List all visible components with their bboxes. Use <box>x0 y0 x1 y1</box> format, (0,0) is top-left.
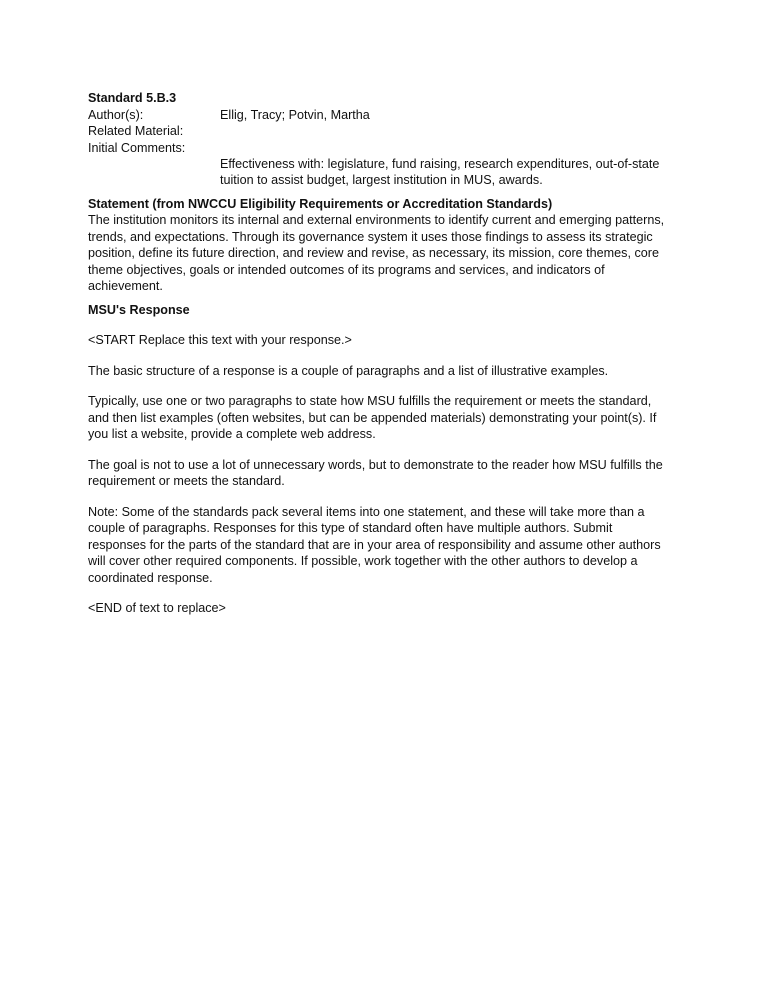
response-paragraph-goal: The goal is not to use a lot of unnecessary words, but to demonstrate to the reader how MSU fulfills the requirement or meets the standard. <box>88 457 663 488</box>
statement-heading: Statement (from NWCCU Eligibility Requirements or Accreditation Standards) <box>88 196 553 211</box>
related-material-label: Related Material: <box>88 124 184 138</box>
initial-comments-value: Effectiveness with: legislature, fund raising, research expenditures, out-of-state tuition to assist budget, largest institution in MUS, awards. <box>220 156 660 187</box>
response-paragraph-typically: Typically, use one or two paragraphs to state how MSU fulfills the requirement or meets the standard, and then list examples (often websites, but can be appended materials) demonstrating your point(s). If you list a website, provide a complete web address. <box>88 394 657 441</box>
standard-title: Standard 5.B.3 <box>88 91 177 105</box>
related-material-value <box>220 123 668 140</box>
author-row <box>88 107 668 124</box>
author-value: Ellig, Tracy; Potvin, Martha <box>220 107 370 122</box>
response-paragraph-note: Note: Some of the standards pack several items into one statement, and these will take more than a couple of paragraphs. Responses for this type of standard often have multiple authors. Submit responses for the parts of the standard that are in your area of responsibility and assume other authors will cover other required components. If possible, work together with the other authors to develop a coordinated response. <box>88 504 661 585</box>
author-label: Author(s): <box>88 107 144 122</box>
response-heading: MSU's Response <box>88 302 190 317</box>
initial-comments-row <box>88 140 668 189</box>
related-material-row <box>88 123 668 140</box>
response-paragraph-structure: The basic structure of a response is a couple of paragraphs and a list of illustrative examples. <box>88 363 609 378</box>
initial-comments-label: Initial Comments: <box>88 140 186 155</box>
response-paragraph-end-marker: <END of text to replace> <box>88 601 226 615</box>
statement-text: The institution monitors its internal and external environments to identify current and emerging patterns, trends, and expectations. Through its governance system it uses those findings to assess its strategic position, define its future direction, and review and revise, as necessary, its mission, core themes, core theme objectives, goals or intended outcomes of its programs and services, and indicators of achievement. <box>88 213 665 293</box>
response-paragraph-start-marker: <START Replace this text with your response.> <box>88 333 352 347</box>
